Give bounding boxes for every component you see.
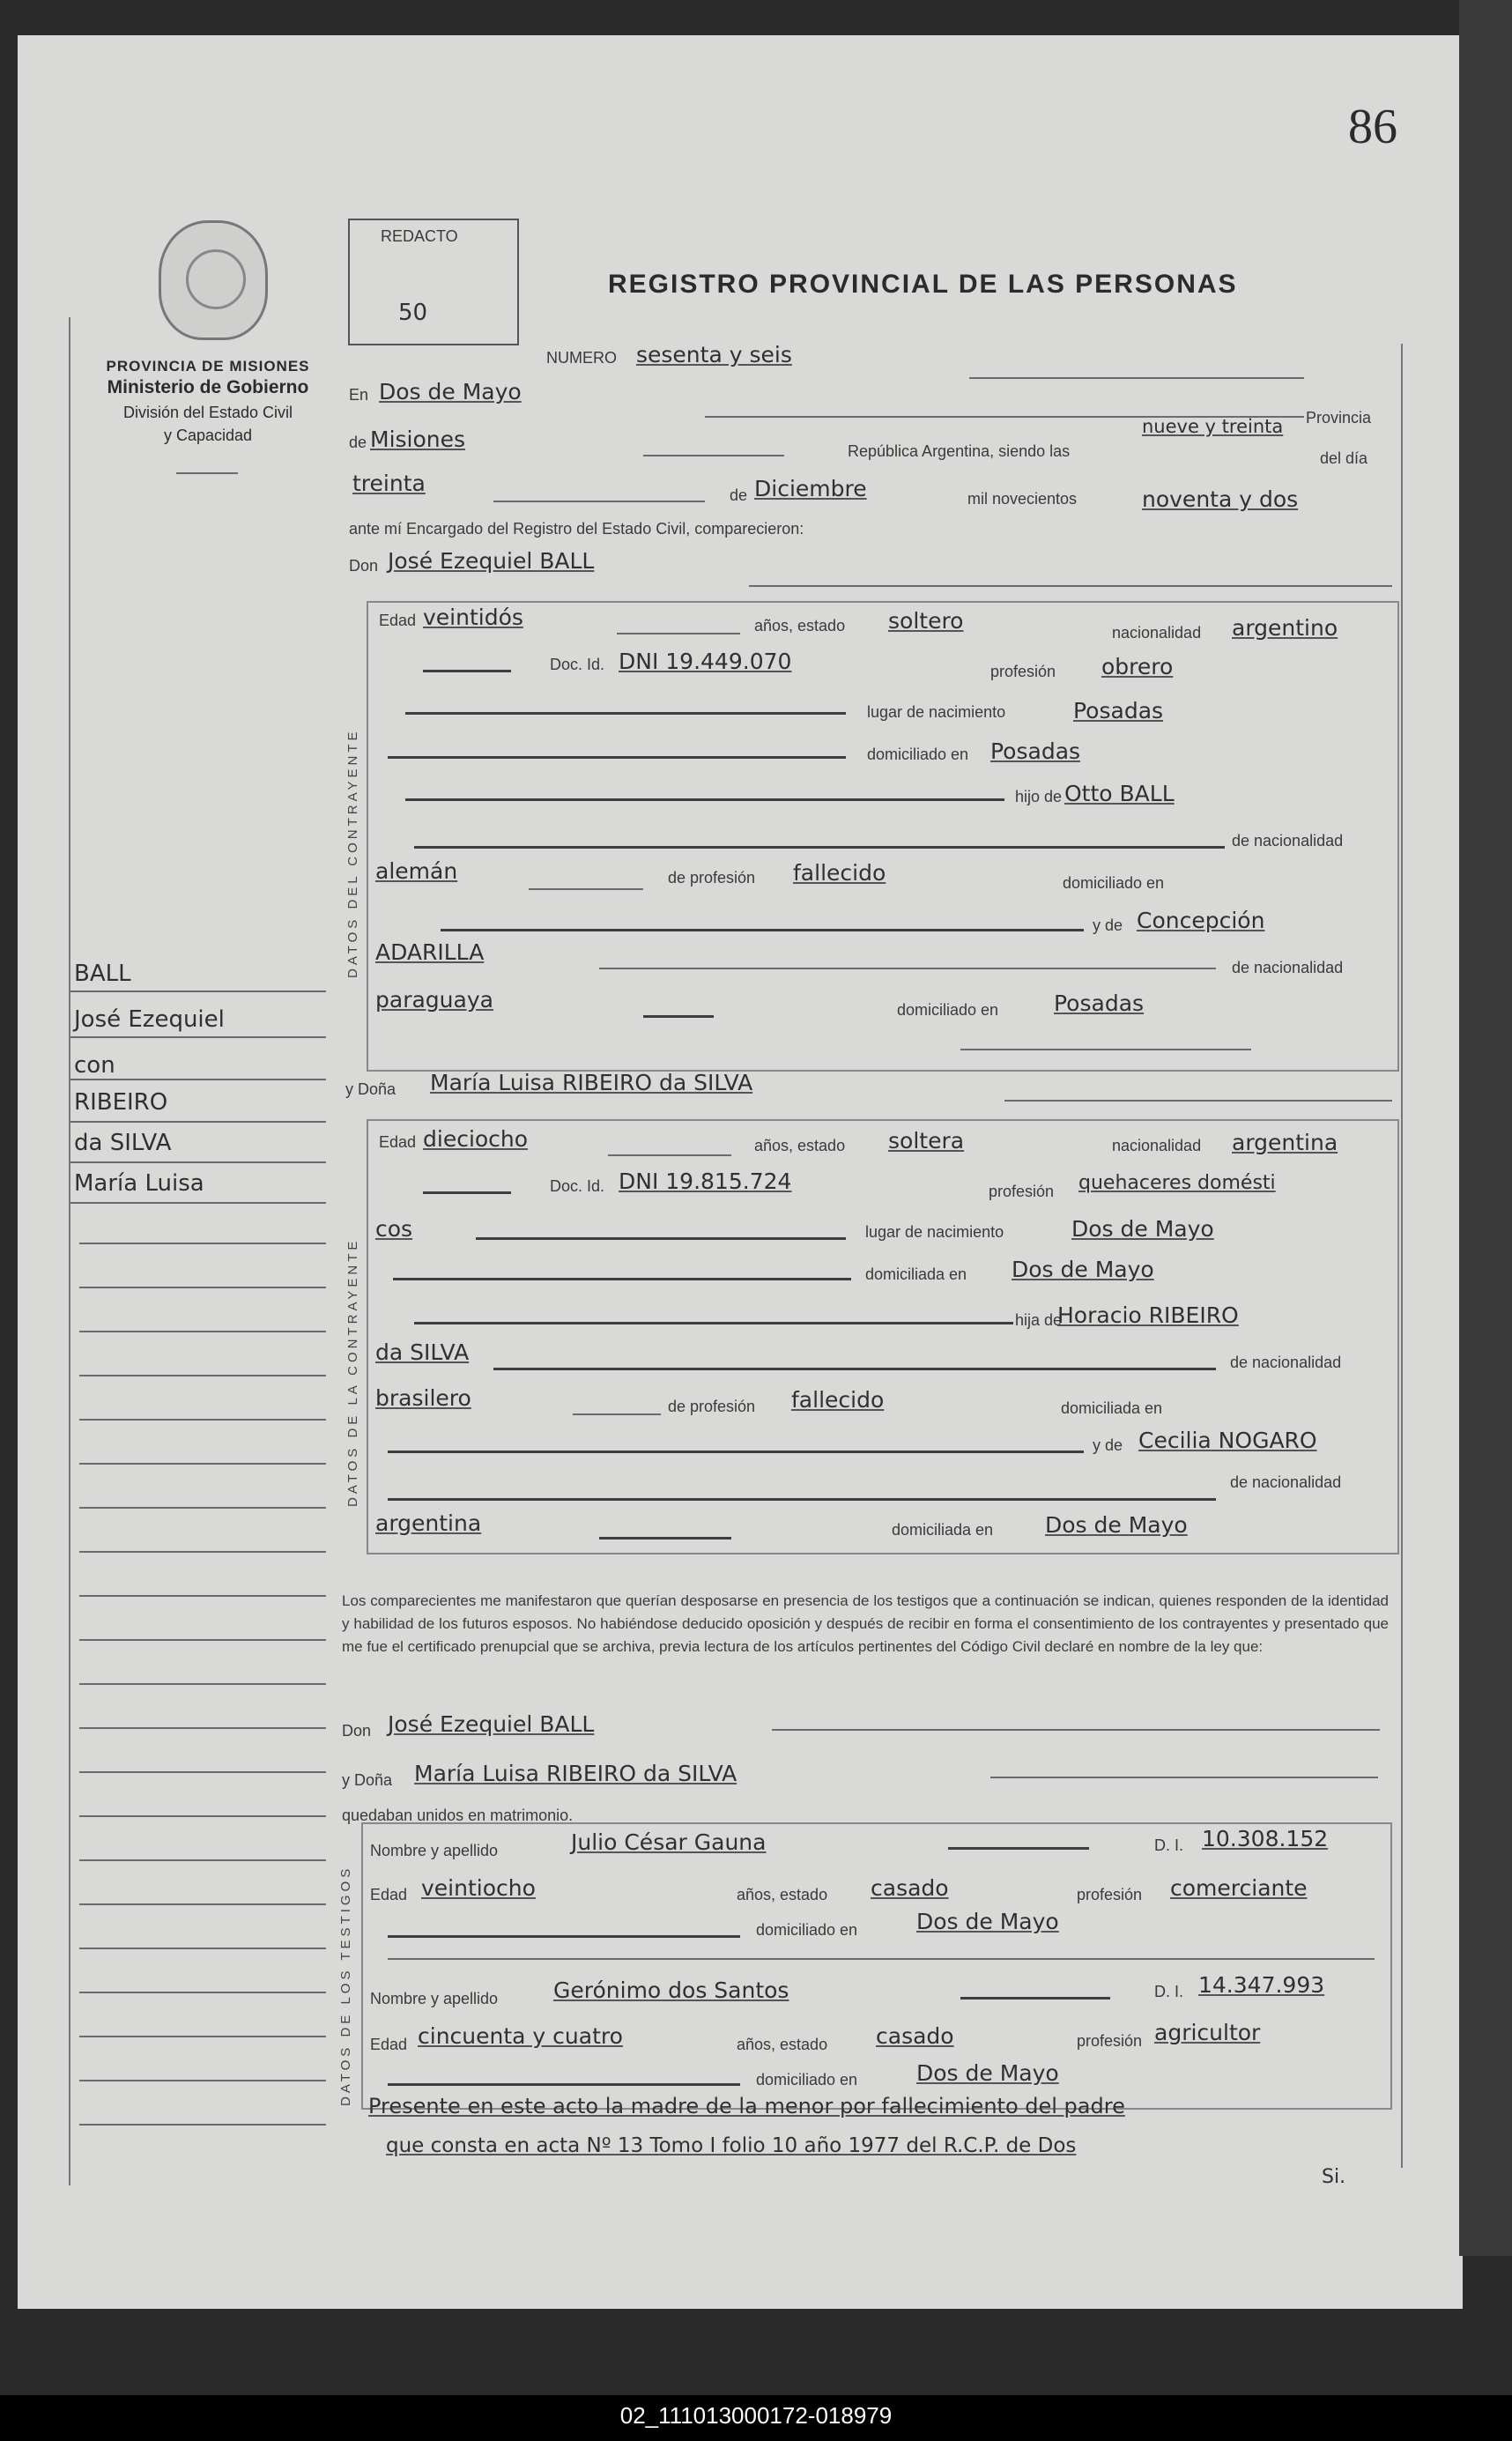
don-value: José Ezequiel BALL — [388, 548, 595, 574]
t1-domicilio-value: Dos de Mayo — [916, 1909, 1059, 1934]
t2-nombre-value: Gerónimo dos Santos — [553, 1977, 789, 2003]
fill-line — [388, 2083, 740, 2086]
fill-line — [476, 1237, 846, 1240]
fill-line — [1004, 1100, 1392, 1102]
domicilio-value: Posadas — [990, 738, 1081, 764]
madre-value-2: ADARILLA — [375, 939, 485, 965]
margin-line — [79, 1683, 326, 1685]
note-line-2: que consta en acta Nº 13 Tomo I folio 10 año 1977 del R.C.P. de Dos — [386, 2134, 1077, 2157]
fill-line — [573, 1413, 661, 1415]
testigos-side-label: DATOS DE LOS TESTIGOS — [338, 1865, 353, 2106]
edad-label: Edad — [379, 612, 417, 629]
margin-line — [70, 1079, 326, 1080]
padre-nacionalidad-2: brasilero — [375, 1385, 471, 1411]
don-label: Don — [349, 557, 379, 575]
y-de-label-2: y de — [1093, 1436, 1123, 1454]
doc-label: Doc. Id. — [550, 656, 605, 673]
fill-line — [388, 756, 846, 759]
margin-line — [79, 1639, 326, 1641]
margin-surname-2: RIBEIRO — [74, 1089, 168, 1116]
numero-label: NUMERO — [546, 349, 617, 367]
fill-line — [643, 1015, 714, 1018]
decl-dona-value: María Luisa RIBEIRO da SILVA — [414, 1761, 737, 1786]
anio-value: noventa y dos — [1142, 486, 1299, 512]
margin-firstname-2: María Luisa — [74, 1170, 204, 1197]
page-title: REGISTRO PROVINCIAL DE LAS PERSONAS — [608, 270, 1238, 299]
fill-line — [529, 888, 643, 890]
fill-line — [405, 798, 1004, 801]
fill-line — [749, 585, 1392, 587]
t2-edad-value: cincuenta y cuatro — [418, 2023, 623, 2049]
hijo-label: hijo de — [1015, 788, 1063, 805]
decl-dona-label: y Doña — [342, 1771, 393, 1789]
margin-line — [79, 2080, 326, 2081]
t1-nombre-label: Nombre y apellido — [370, 1842, 499, 1859]
profesion-value-2: quehaceres domésti — [1078, 1172, 1276, 1194]
margin-line — [79, 1815, 326, 1817]
fill-line — [617, 633, 740, 634]
margin-line — [79, 1948, 326, 1949]
fill-line — [441, 929, 1084, 931]
division-name-2: y Capacidad — [163, 427, 253, 444]
anos-label: años, estado — [754, 617, 846, 634]
margin-line — [79, 1331, 326, 1332]
note-line-1: Presente en este acto la madre de la menor por fallecimiento del padre — [368, 2094, 1125, 2118]
dona-value: María Luisa RIBEIRO da SILVA — [430, 1070, 753, 1095]
de-nacionalidad-label-2: de nacionalidad — [1232, 959, 1344, 976]
province-name: PROVINCIA DE MISIONES — [106, 358, 310, 375]
margin-line — [79, 1243, 326, 1244]
margin-line — [79, 1463, 326, 1465]
divider — [176, 472, 238, 474]
margin-line — [79, 1595, 326, 1597]
margin-line — [79, 1992, 326, 1993]
profesion-value-2b: cos — [375, 1216, 413, 1242]
provincia-label: Provincia — [1306, 409, 1372, 427]
margin-surname-2b: da SILVA — [74, 1130, 172, 1156]
t1-profesion-label: profesión — [1077, 1886, 1143, 1903]
de-nacionalidad-label-3: de nacionalidad — [1230, 1354, 1342, 1371]
madre-domicilio-2: Dos de Mayo — [1045, 1512, 1188, 1538]
margin-line — [79, 1287, 326, 1288]
margin-line — [79, 1903, 326, 1905]
dona-label: y Doña — [345, 1080, 397, 1098]
hija-label: hija de — [1015, 1311, 1063, 1329]
fill-line — [405, 712, 846, 715]
t1-anos-label: años, estado — [737, 1886, 828, 1903]
estado-value-2: soltera — [888, 1128, 965, 1154]
lugar-label: lugar de nacimiento — [867, 703, 1006, 721]
fill-line — [990, 1777, 1378, 1778]
edad-label-2: Edad — [379, 1133, 417, 1151]
page-number: 86 — [1348, 100, 1397, 154]
de-nacionalidad-label: de nacionalidad — [1232, 832, 1344, 850]
domiciliada-en-label: domiciliada en — [1061, 1399, 1163, 1417]
t2-edad-label: Edad — [370, 2036, 408, 2053]
madre-nacionalidad-2: argentina — [375, 1510, 482, 1536]
fill-line — [388, 1935, 740, 1938]
fill-line — [493, 1368, 1216, 1370]
edad-value-2: dieciocho — [423, 1126, 529, 1152]
fill-line — [599, 968, 1216, 969]
edad-value: veintidós — [423, 605, 523, 630]
fill-line — [960, 1049, 1251, 1050]
margin-line — [79, 1859, 326, 1861]
margin-line — [79, 1375, 326, 1376]
republica-label: República Argentina, siendo las — [848, 442, 1071, 460]
padre-value-2b: da SILVA — [375, 1339, 470, 1365]
doc-value-2: DNI 19.815.724 — [619, 1169, 792, 1194]
padre-profesion-2: fallecido — [791, 1387, 885, 1413]
madre-value: Concepción — [1137, 908, 1265, 933]
margin-line — [79, 1727, 326, 1729]
decl-closing: quedaban unidos en matrimonio. — [342, 1807, 574, 1824]
en-value: Dos de Mayo — [379, 379, 522, 404]
fill-line — [960, 1997, 1110, 2000]
profesion-label: profesión — [990, 663, 1056, 680]
left-margin-rule — [69, 317, 70, 2185]
padre-nacionalidad: alemán — [375, 858, 458, 884]
t2-domicilio-value: Dos de Mayo — [916, 2060, 1059, 2086]
ante-label: ante mí Encargado del Registro del Estado Civil, comparecieron: — [349, 520, 804, 538]
anio-label: mil novecientos — [967, 490, 1078, 508]
del-dia-label: del día — [1320, 449, 1368, 467]
contrayente-2-side-label: DATOS DE LA CONTRAYENTE — [345, 1237, 360, 1507]
lugar-value-2: Dos de Mayo — [1071, 1216, 1214, 1242]
division-name: División del Estado Civil — [122, 404, 293, 421]
padre-value: Otto BALL — [1064, 781, 1175, 806]
domicilio2-label-2: domiciliada en — [892, 1521, 994, 1539]
fill-line — [388, 1498, 1216, 1501]
mes-label: de — [730, 486, 748, 504]
fill-line — [608, 1154, 731, 1156]
margin-line — [79, 1507, 326, 1509]
fill-line — [423, 1191, 511, 1194]
margin-line — [79, 2036, 326, 2037]
de-label: de — [349, 434, 367, 451]
footer-id: 02_111013000172-018979 — [619, 2402, 893, 2429]
book-spine — [1459, 0, 1512, 2256]
t2-di-value: 14.347.993 — [1198, 1972, 1325, 1998]
margin-con: con — [74, 1052, 115, 1079]
t1-nombre-value: Julio César Gauna — [571, 1829, 767, 1855]
doc-label-2: Doc. Id. — [550, 1177, 605, 1195]
t1-estado-value: casado — [871, 1875, 949, 1901]
de-nacionalidad-label-4: de nacionalidad — [1230, 1473, 1342, 1491]
margin-line — [70, 1036, 326, 1038]
madre-value-2: Cecilia NOGARO — [1138, 1428, 1317, 1453]
margin-line — [70, 1202, 326, 1204]
mes-value: Diciembre — [754, 476, 867, 501]
padre-profesion: fallecido — [793, 860, 886, 886]
en-label: En — [349, 386, 369, 404]
domiciliado-en-label: domiciliado en — [1063, 874, 1165, 892]
t2-profesion-value: agricultor — [1154, 2020, 1261, 2045]
right-margin-rule — [1401, 344, 1403, 2168]
margin-line — [79, 1551, 326, 1553]
lugar-value: Posadas — [1073, 698, 1164, 723]
doc-value: DNI 19.449.070 — [619, 649, 792, 674]
domicilio-label-2: domiciliada en — [865, 1265, 967, 1283]
fill-line — [493, 501, 705, 502]
margin-surname: BALL — [74, 961, 131, 987]
note-mark: Si. — [1322, 2166, 1346, 2188]
nacionalidad-label: nacionalidad — [1112, 624, 1202, 642]
margin-line — [70, 1161, 326, 1163]
dia-value: treinta — [352, 471, 426, 496]
y-de-label: y de — [1093, 916, 1123, 934]
ministry-name: Ministerio de Gobierno — [107, 377, 309, 397]
t2-domicilio-label: domiciliado en — [756, 2071, 858, 2089]
fill-line — [393, 1278, 851, 1280]
redacto-label: REDACTO — [381, 227, 458, 245]
de-profesion-label: de profesión — [668, 869, 756, 887]
decl-don-label: Don — [342, 1722, 372, 1740]
anos-label-2: años, estado — [754, 1137, 846, 1154]
margin-line — [79, 1419, 326, 1421]
domicilio-value-2: Dos de Mayo — [1012, 1257, 1154, 1282]
decl-don-value: José Ezequiel BALL — [388, 1711, 595, 1737]
numero-line — [969, 377, 1304, 379]
profesion-value: obrero — [1101, 654, 1174, 679]
t1-di-label: D. I. — [1154, 1836, 1184, 1854]
contrayente-side-label: DATOS DEL CONTRAYENTE — [345, 728, 360, 978]
t2-di-label: D. I. — [1154, 1983, 1184, 2000]
numero-value: sesenta y seis — [636, 342, 792, 367]
nacionalidad-label-2: nacionalidad — [1112, 1137, 1202, 1154]
t1-di-value: 10.308.152 — [1202, 1826, 1329, 1851]
estado-value: soltero — [888, 608, 964, 634]
t1-domicilio-label: domiciliado en — [756, 1921, 858, 1939]
t1-edad-value: veintiocho — [421, 1875, 536, 1901]
t1-profesion-value: comerciante — [1170, 1875, 1308, 1901]
margin-firstname: José Ezequiel — [74, 1006, 225, 1033]
margin-line — [79, 2124, 326, 2126]
de-value: Misiones — [370, 427, 466, 452]
t2-nombre-label: Nombre y apellido — [370, 1990, 499, 2007]
fill-line — [423, 670, 511, 672]
fill-line — [388, 1958, 1375, 1960]
madre-nacionalidad: paraguaya — [375, 987, 493, 1013]
t2-anos-label: años, estado — [737, 2036, 828, 2053]
profesion-label-2: profesión — [989, 1183, 1055, 1200]
redacto-value: 50 — [398, 300, 428, 326]
fill-line — [388, 1451, 1084, 1453]
domicilio2-label: domiciliado en — [897, 1001, 999, 1019]
fill-line — [599, 1537, 731, 1540]
t1-edad-label: Edad — [370, 1886, 408, 1903]
padre-value-2: Horacio RIBEIRO — [1057, 1302, 1239, 1328]
margin-line — [79, 1771, 326, 1773]
margin-line — [70, 1121, 326, 1123]
madre-domicilio: Posadas — [1054, 990, 1145, 1016]
declaration-text: Los comparecientes me manifestaron que querían desposarse en presencia de los testigos que a continuación se indican, quienes responden de la identidad y habilidad de los futuros esposos. No habiéndose deducido oposición y después de recibir en forma el consentimiento de los contrayentes y presentado que me fue el certificado prenupcial que se archiva, previa lectura de los artículos pertinentes del Código Civil declaré en nombre de la ley que: — [342, 1592, 1389, 1655]
provincial-crest-icon — [159, 220, 268, 340]
nacionalidad-value-2: argentina — [1232, 1130, 1338, 1155]
fill-line — [414, 1322, 1013, 1324]
testigos-block — [361, 1822, 1392, 2110]
fill-line — [414, 846, 1225, 849]
lugar-label-2: lugar de nacimiento — [865, 1223, 1004, 1241]
t2-estado-value: casado — [876, 2023, 954, 2049]
hora-value: nueve y treinta — [1142, 416, 1284, 437]
fill-line — [643, 455, 784, 456]
t2-profesion-label: profesión — [1077, 2032, 1143, 2050]
domicilio-label: domiciliado en — [867, 746, 969, 763]
fill-line — [772, 1729, 1380, 1731]
de-profesion-label-2: de profesión — [668, 1398, 756, 1415]
margin-line — [70, 990, 326, 992]
nacionalidad-value: argentino — [1232, 615, 1338, 641]
fill-line — [948, 1847, 1089, 1850]
